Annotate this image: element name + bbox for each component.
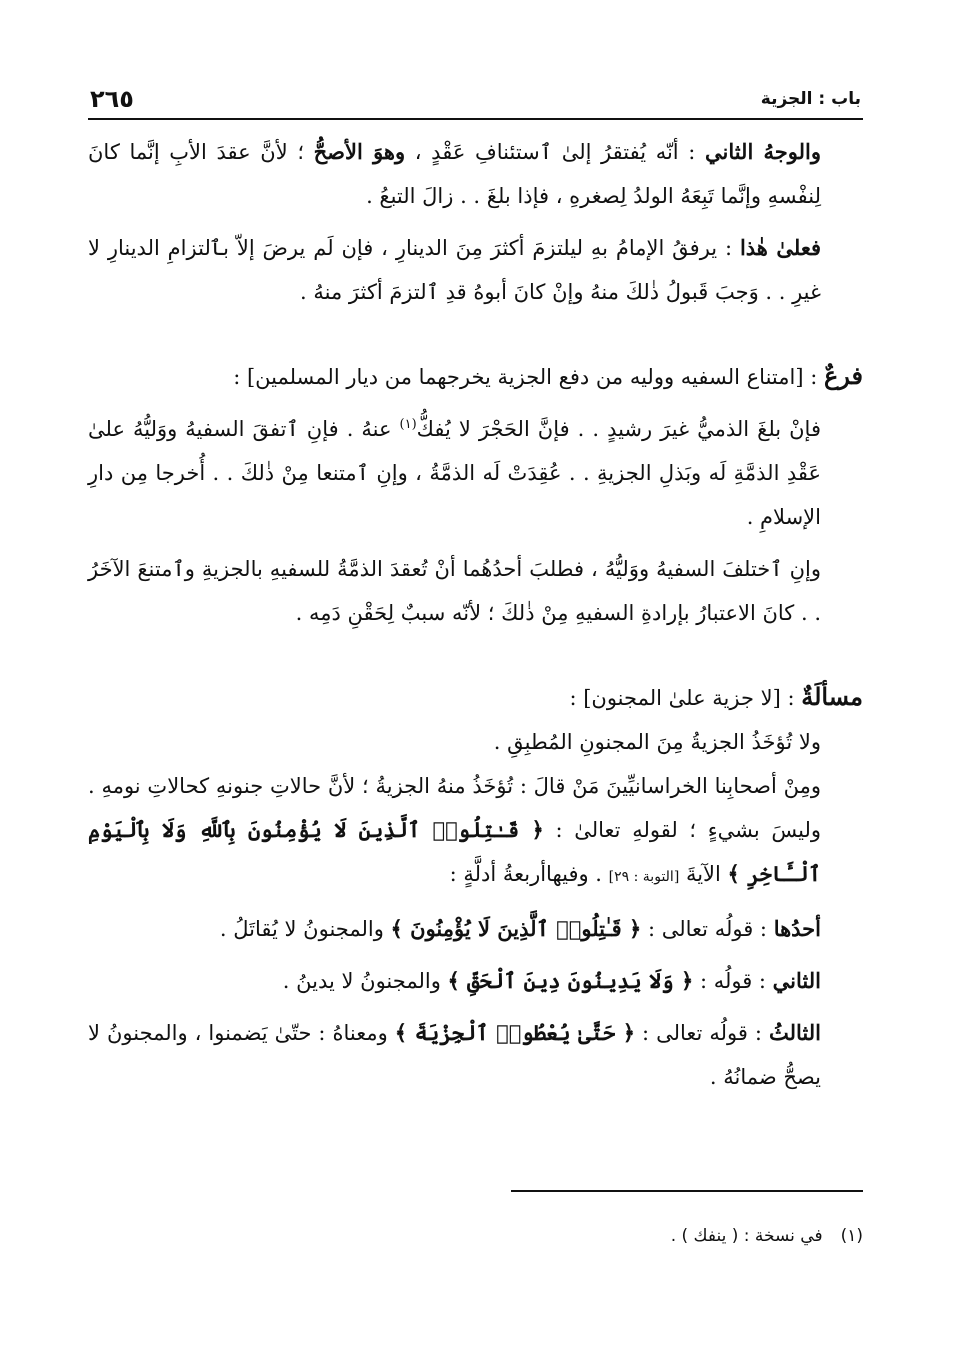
- quran-verse: ﴿ قَـٰتِلُوا۟ ٱلَّذِينَ لَا يُؤْمِنُونَ بِٱللَّهِ وَلَا بِٱلْيَوْمِ ٱلْـَٔاخِرِ ﴾: [88, 817, 821, 886]
- proof-second: [88, 959, 863, 1003]
- paragraph-text: فإنْ بلغَ الذميُّ غيرَ رشيدٍ . . فإنَّ الحَجْرَ لا يُفكُّ: [416, 417, 821, 441]
- footnote: [400, 1226, 863, 1246]
- paragraph-text: والمجنونُ لا يُقاتَلُ .: [219, 917, 391, 941]
- paragraph-emphasis: وهوَ الأصحُّ: [313, 139, 406, 164]
- proof-third: [88, 1011, 863, 1099]
- paragraph-lead: الثاني: [772, 968, 821, 993]
- section-heading-far: [88, 354, 863, 399]
- proof-first: [88, 907, 863, 951]
- heading-label: فرعٌ: [823, 361, 863, 390]
- footnote-divider: [511, 1190, 863, 1192]
- heading-title: : [امتناع السفيه ووليه من دفع الجزية يخرجهما من ديار المسلمين] :: [233, 365, 824, 389]
- paragraph-text: والمجنونُ لا يدينُ .: [282, 969, 448, 993]
- chapter-title: باب : الجزية: [760, 89, 861, 109]
- paragraph-text: : قولُه تعالى :: [635, 1021, 769, 1045]
- section-heading-masala: [88, 675, 863, 720]
- paragraph-disagreement: [88, 547, 863, 635]
- paragraph-text: ؛ لأنَّ عقدَ الأبِ إنَّما كانَ لِنفْسهِ وإنَّما تَبِعَهُ الولدُ لِصغرهِ ، فإذا بلغَ . . زالَ التبعُ .: [88, 140, 821, 208]
- paragraph-second-view: [88, 130, 863, 218]
- paragraph-khurasani: [88, 764, 863, 899]
- quran-verse: ﴿ قَـٰتِلُوا۟ ٱلَّذِينَ لَا يُؤْمِنُونَ ﴾: [390, 916, 642, 941]
- paragraph-text: : قولُه تعالى :: [641, 917, 774, 941]
- running-header: [90, 84, 861, 114]
- paragraph-text: الآيةَ: [679, 862, 728, 886]
- page-number: ٢٦٥: [90, 85, 134, 113]
- paragraph-text: : أنّه يُفتقرُ إلىٰ ٱستئنافِ عَقْدٍ ،: [405, 140, 705, 164]
- paragraph-lead: أحدُها: [773, 916, 821, 941]
- footnote-text: في نسخة : ( ينفك ) .: [670, 1226, 823, 1246]
- paragraph-text: . وفيهاأربعةُ أدلَّةٍ :: [449, 862, 609, 886]
- quran-verse: ﴿ حَتَّىٰ يُعْطُوا۟ ٱلْجِزْيَةَ ﴾: [394, 1020, 636, 1045]
- quran-verse: ﴿ وَلَا يَدِينُونَ دِينَ ٱلْحَقِّ ﴾: [447, 968, 694, 993]
- paragraph-text: : قولُه :: [693, 969, 773, 993]
- footnote-reference[interactable]: (١): [399, 417, 417, 432]
- paragraph-text: ومعناهُ : حتّىٰ يَضمنوا ، والمجنونُ لا يصحُّ ضمانُهُ .: [88, 1021, 821, 1089]
- paragraph-lead: فعلىٰ هٰذا: [739, 235, 821, 260]
- heading-title: : [لا جزية علىٰ المجنون] :: [569, 686, 802, 710]
- paragraph-lead: والوجهُ الثاني: [704, 139, 822, 164]
- footnote-number: (١): [840, 1226, 863, 1246]
- paragraph-text: عنهُ . فإنِ ٱتفقَ السفيهُ ووَليُّهُ علىٰ عَقْدِ الذمَّةِ لَه وبَذلِ الجزيةِ . . عُقِدَتْ لَه الذمَّةُ ، وإنِ ٱمتنعا مِنْ ذٰلكَ . . أُخرجا مِن دارِ الإسلامِ .: [88, 417, 821, 529]
- paragraph-text: : يرفقُ الإمامُ بهِ ليلتزمَ أكثرَ مِنَ الدينارِ ، فإن لَم يرضَ إلاّ بٱلتزامِ الدينارِ لا غيرِ . . وَجبَ قَبولُ ذٰلكَ منهُ وإنْ كانَ أبوهُ قدِ ٱلتزمَ أكثرَ منهُ .: [88, 236, 821, 304]
- paragraph-text: ولا تُؤخَذُ الجزيةُ مِنَ المجنونِ المُطبِقِ .: [493, 730, 821, 754]
- paragraph-lead: الثالثُ: [769, 1020, 821, 1045]
- paragraph-majnun: [88, 720, 863, 764]
- paragraph-text: ومِنْ أصحابِنا الخراسانيِّينَ مَنْ قالَ : تُؤخَذُ منهُ الجزيةُ ؛ لأنَّ حالاتِ جنونهِ كحالاتِ نومهِ . وليسَ بشيءٍ ؛ لقولهِ تعالىٰ :: [88, 774, 821, 842]
- paragraph-safih: [88, 407, 863, 539]
- heading-label: مسألَةٌ: [801, 682, 863, 711]
- header-divider: [88, 118, 863, 120]
- verse-reference: [التوبة : ٢٩]: [608, 869, 680, 885]
- main-text: [88, 130, 863, 1099]
- paragraph-consequence: [88, 226, 863, 314]
- paragraph-text: وإنِ ٱختلفَ السفيهُ ووَليُّهُ ، فطلبَ أحدُهُما أنْ تُعقدَ الذمَّةُ للسفيهِ بالجزيةِ وٱمتنعَ الآخَرُ . . كانَ الاعتبارُ بإرادةِ السفيهِ مِنْ ذٰلكَ ؛ لأنّه سببٌ لِحَقْنِ دَمِه .: [88, 557, 821, 625]
